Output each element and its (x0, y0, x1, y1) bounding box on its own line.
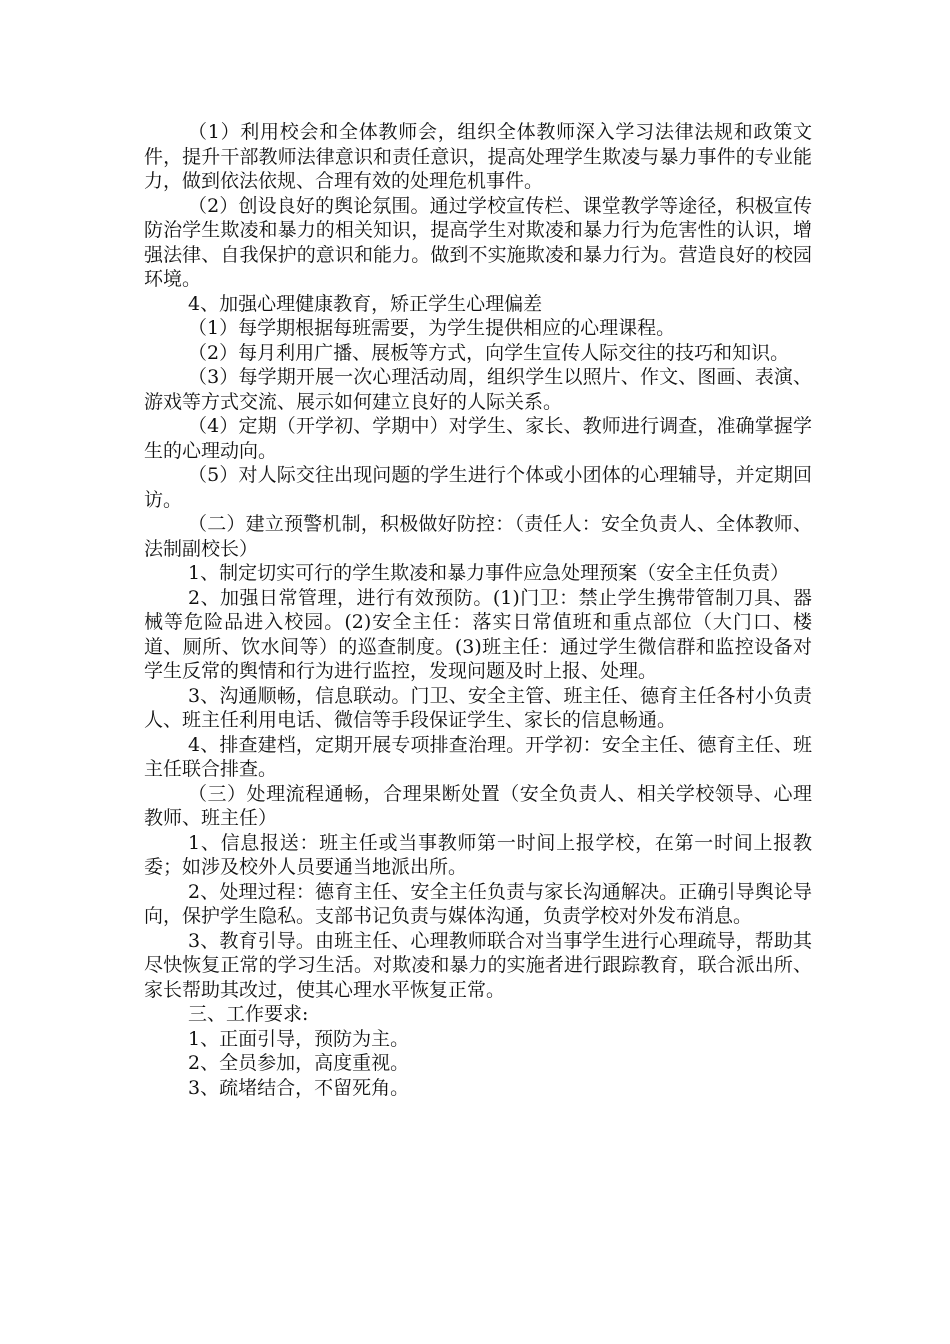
paragraph-public-opinion: （2）创设良好的舆论氛围。通过学校宣传栏、课堂教学等途径，积极宣传防治学生欺凌和暴力的相关知识，提高学生对欺凌和暴力行为危害性的认识，增强法律、自我保护的意识和能力。做到不实施欺凌和暴力行为。营造良好的校园环境。 (144, 194, 812, 290)
paragraph-counseling: （5）对人际交往出现问题的学生进行个体或小团体的心理辅导，并定期回访。 (144, 464, 812, 511)
paragraph-communication: 3、沟通顺畅，信息联动。门卫、安全主管、班主任、德育主任各村小负责人、班主任利用电话、微信等手段保证学生、家长的信息畅通。 (144, 684, 812, 731)
paragraph-education-guidance: 3、教育引导。由班主任、心理教师联合对当事学生进行心理疏导，帮助其尽快恢复正常的学习生活。对欺凌和暴力的实施者进行跟踪教育，联合派出所、家长帮助其改过，使其心理水平恢复正常。 (144, 929, 812, 1001)
paragraph-information-reporting: 1、信息报送：班主任或当事教师第一时间上报学校，在第一时间上报教委；如涉及校外人员要通当地派出所。 (144, 831, 812, 878)
heading-early-warning-mechanism: （二）建立预警机制，积极做好防控：（责任人：安全负责人、全体教师、法制副校长） (144, 513, 812, 560)
paragraph-handling-procedure: 2、处理过程：德育主任、安全主任负责与家长沟通解决。正确引导舆论导向，保护学生隐私。支部书记负责与媒体沟通，负责学校对外发布消息。 (144, 880, 812, 927)
document-body (144, 120, 812, 1100)
heading-handling-process: （三）处理流程通畅，合理果断处置（安全负责人、相关学校领导、心理教师、班主任） (144, 782, 812, 829)
paragraph-emergency-plan: 1、制定切实可行的学生欺凌和暴力事件应急处理预案（安全主任负责） (188, 562, 790, 584)
paragraph-mental-activity-week: （3）每学期开展一次心理活动周，组织学生以照片、作文、图画、表演、游戏等方式交流、展示如何建立良好的人际关系。 (144, 366, 812, 413)
paragraph-psychology-course: （1）每学期根据每班需要，为学生提供相应的心理课程。 (188, 317, 676, 339)
heading-mental-health-education: 4、加强心理健康教育，矫正学生心理偏差 (188, 292, 543, 315)
paragraph-daily-management: 2、加强日常管理，进行有效预防。(1)门卫：禁止学生携带管制刀具、器械等危险品进入校园。(2)安全主任：落实日常值班和重点部位（大门口、楼道、厕所、饮水间等）的巡查制度。(3)班主任：通过学生微信群和监控设备对学生反常的舆情和行为进行监控，发现问题及时上报、处理。 (144, 586, 812, 682)
requirement-item-1: 1、正面引导，预防为主。 (188, 1027, 410, 1050)
requirement-item-2: 2、全员参加，高度重视。 (188, 1052, 410, 1074)
heading-work-requirements: 三、工作要求: (188, 1003, 309, 1025)
requirement-item-3: 3、疏堵结合，不留死角。 (188, 1076, 410, 1099)
paragraph-staff-training: （1）利用校会和全体教师会，组织全体教师深入学习法律法规和政策文件，提升干部教师法律意识和责任意识，提高处理学生欺凌与暴力事件的专业能力，做到依法依规、合理有效的处理危机事件。 (144, 121, 812, 192)
paragraph-regular-survey: （4）定期（开学初、学期中）对学生、家长、教师进行调查，准确掌握学生的心理动向。 (144, 415, 812, 462)
paragraph-inspection-records: 4、排查建档，定期开展专项排查治理。开学初：安全主任、德育主任、班主任联合排查。 (144, 733, 812, 780)
paragraph-monthly-publicity: （2）每月利用广播、展板等方式，向学生宣传人际交往的技巧和知识。 (188, 341, 790, 364)
